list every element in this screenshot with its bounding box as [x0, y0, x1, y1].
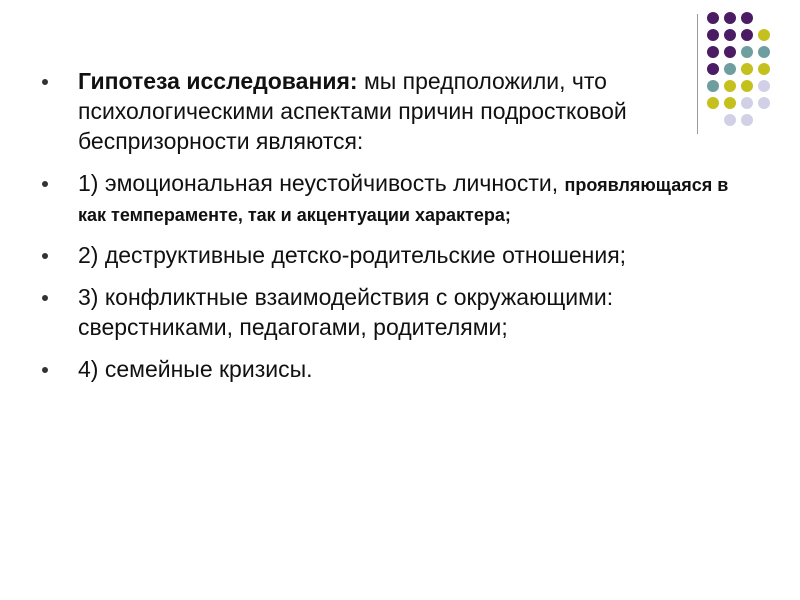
decor-dot: [741, 97, 753, 109]
decor-dot: [758, 29, 770, 41]
item-text: 2) деструктивные детско-родительские отношения;: [78, 242, 627, 268]
decor-dot: [741, 63, 753, 75]
decor-dot: [741, 80, 753, 92]
decor-dot: [724, 46, 736, 58]
decor-dot: [758, 46, 770, 58]
decor-dot: [758, 97, 770, 109]
decor-dot: [741, 12, 753, 24]
decor-dot: [724, 29, 736, 41]
bullet-icon: [42, 79, 48, 85]
item-text: 3) конфликтные взаимодействия с окружающими: сверстниками, педагогами, родителями;: [78, 284, 614, 340]
decor-dot: [707, 46, 719, 58]
decor-dot: [707, 12, 719, 24]
bullet-icon: [42, 181, 48, 187]
item-text: мы предположили, что психологическими аспектами причин подростковой беспризорности являются:: [78, 68, 627, 154]
decor-dot: [724, 12, 736, 24]
decor-dot: [741, 29, 753, 41]
item-text: 4) семейные кризисы.: [78, 356, 313, 382]
list-item: [40, 354, 730, 384]
list-item: [40, 240, 730, 270]
hypothesis-list: [40, 66, 730, 396]
decor-dot: [758, 80, 770, 92]
item-text: 1) эмоциональная неустойчивость личности,: [78, 170, 565, 196]
list-item: [40, 168, 730, 228]
decor-dot: [758, 63, 770, 75]
list-item: [40, 282, 730, 342]
decor-dot: [707, 29, 719, 41]
decor-dot: [741, 114, 753, 126]
bullet-icon: [42, 367, 48, 373]
item-note: проявляющаяся в как темпераменте, так и акцентуации характера;: [78, 175, 729, 225]
decor-dot: [741, 46, 753, 58]
list-item: [40, 66, 730, 156]
bullet-icon: [42, 295, 48, 301]
item-lead: Гипотеза исследования:: [78, 68, 358, 94]
bullet-icon: [42, 253, 48, 259]
